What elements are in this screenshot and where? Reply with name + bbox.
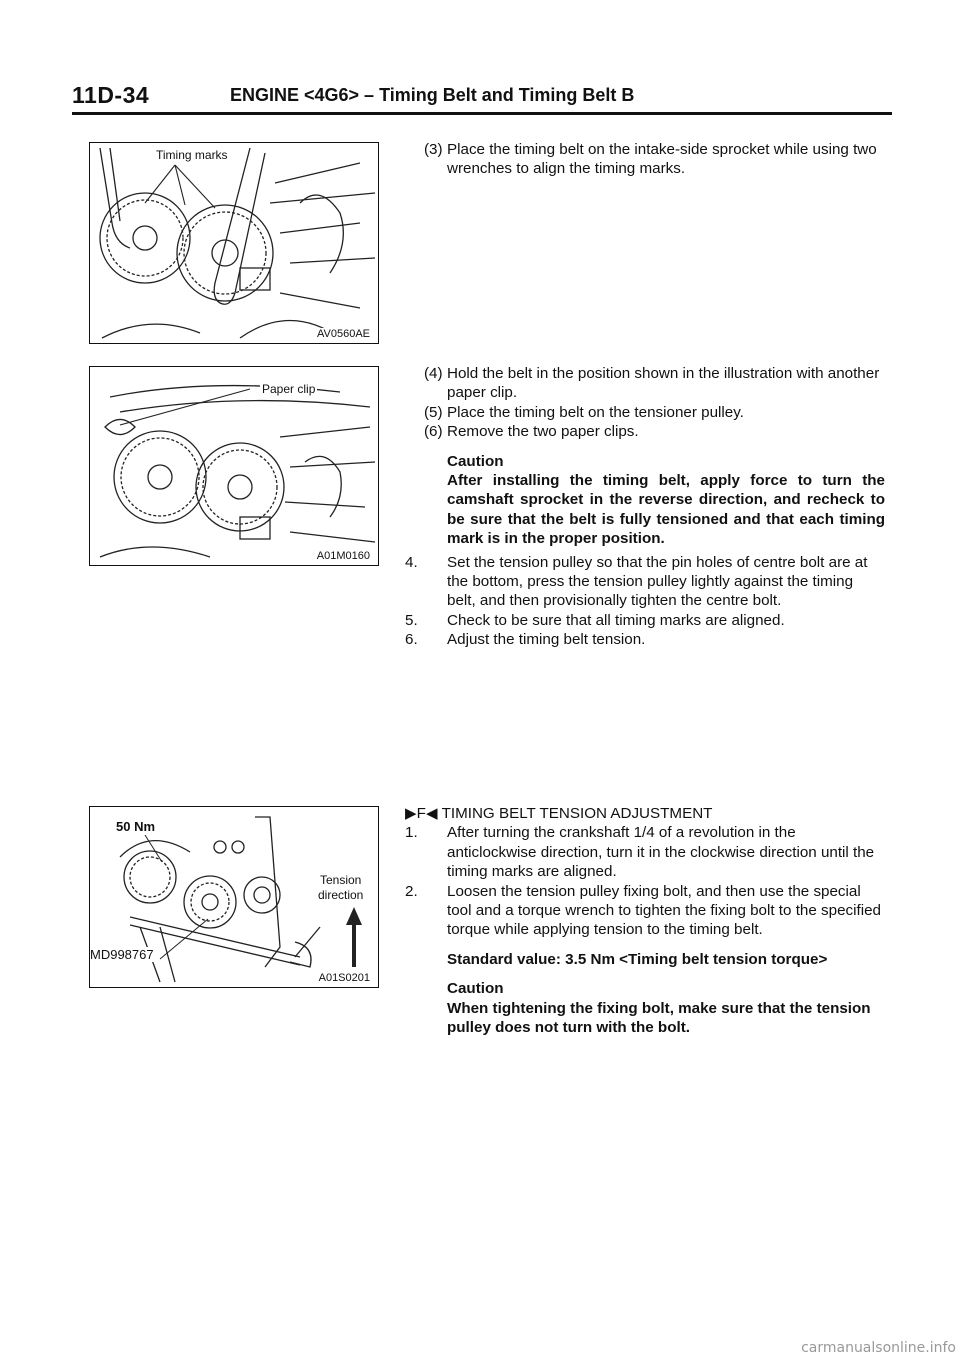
section-tensioner: [405, 364, 885, 650]
step-5: [405, 403, 885, 422]
item-2: [405, 882, 885, 940]
paper-clip-label: Paper clip: [262, 382, 316, 396]
item-1: [405, 823, 885, 881]
tension-direction-label: [316, 873, 365, 903]
special-tool-label: MD998767: [90, 947, 154, 962]
item-4: [405, 553, 885, 611]
torque-label: 50 Nm: [116, 819, 156, 834]
step-3: [405, 140, 885, 179]
item-5: [405, 611, 885, 630]
figure-tension-adjustment: [89, 806, 379, 988]
figure-paper-clip: [89, 366, 379, 566]
step-text: Remove the two paper clips.: [447, 423, 639, 441]
caution-text: When tightening the fixing bolt, make sure that the tension pulley does not turn with the bolt.: [447, 999, 871, 1037]
step-number: (4): [424, 365, 443, 382]
figure-code: A01M0160: [316, 550, 370, 562]
item-number: 1.: [405, 824, 418, 842]
watermark-text: carmanualsonline.info: [801, 1340, 956, 1356]
figure-code: A01S0201: [318, 972, 370, 984]
item-text: After turning the crankshaft 1/4 of a revolution in the anticlockwise direction, turn it in the clockwise direction until the timing marks are aligned.: [447, 824, 875, 881]
step-number: (5): [424, 403, 443, 421]
item-text: Loosen the tension pulley fixing bolt, and then use the special tool and a torque wrench to tighten the fixing bolt to the specified torque while applying tension to the timing belt.: [447, 882, 881, 939]
header-rule: [72, 112, 892, 115]
item-text: Check to be sure that all timing marks are aligned.: [447, 611, 785, 629]
paper-clip-illustration: [90, 367, 378, 565]
caution-title: Caution: [447, 452, 504, 470]
figure-code: AV0560AE: [316, 328, 370, 340]
tension-label-line2: direction: [318, 888, 364, 902]
page-number: 11D-34: [72, 82, 150, 108]
step-number: (3): [424, 141, 443, 158]
item-text: Adjust the timing belt tension.: [447, 631, 646, 649]
item-number: 5.: [405, 611, 418, 629]
standard-value: Standard value: 3.5 Nm <Timing belt tension torque>: [447, 950, 828, 968]
step-6: [405, 422, 885, 441]
item-number: 6.: [405, 631, 418, 649]
item-number: 4.: [405, 553, 418, 571]
section-heading: ▶F◀ TIMING BELT TENSION ADJUSTMENT: [405, 805, 713, 822]
step-4: [405, 364, 885, 403]
item-6: [405, 630, 885, 649]
section-tension-adjustment: [405, 804, 885, 1037]
caution-text: After installing the timing belt, apply force to turn the camshaft sprocket in the reverse direction, and recheck to be sure that the belt is fully tensioned and that each timing mark is in the proper position.: [447, 472, 885, 548]
timing-marks-illustration: [90, 143, 378, 343]
caution-title: Caution: [447, 980, 504, 998]
step-text: Hold the belt in the position shown in the illustration with another paper clip.: [447, 365, 880, 402]
step-number: (6): [424, 423, 443, 441]
timing-marks-label: Timing marks: [156, 148, 228, 162]
item-number: 2.: [405, 882, 418, 900]
step-text: Place the timing belt on the tensioner pulley.: [447, 403, 744, 421]
item-text: Set the tension pulley so that the pin holes of centre bolt are at the bottom, press the tension pulley lightly against the timing belt, and then provisionally tighten the centre bolt.: [447, 553, 868, 610]
step-text: Place the timing belt on the intake-side sprocket while using two wrenches to align the timing marks.: [447, 141, 877, 178]
figure-timing-marks: [89, 142, 379, 344]
section-belt-intake: [405, 140, 885, 179]
page-title: ENGINE <4G6> – Timing Belt and Timing Belt B: [230, 85, 635, 105]
tension-label-line1: Tension: [319, 873, 362, 887]
